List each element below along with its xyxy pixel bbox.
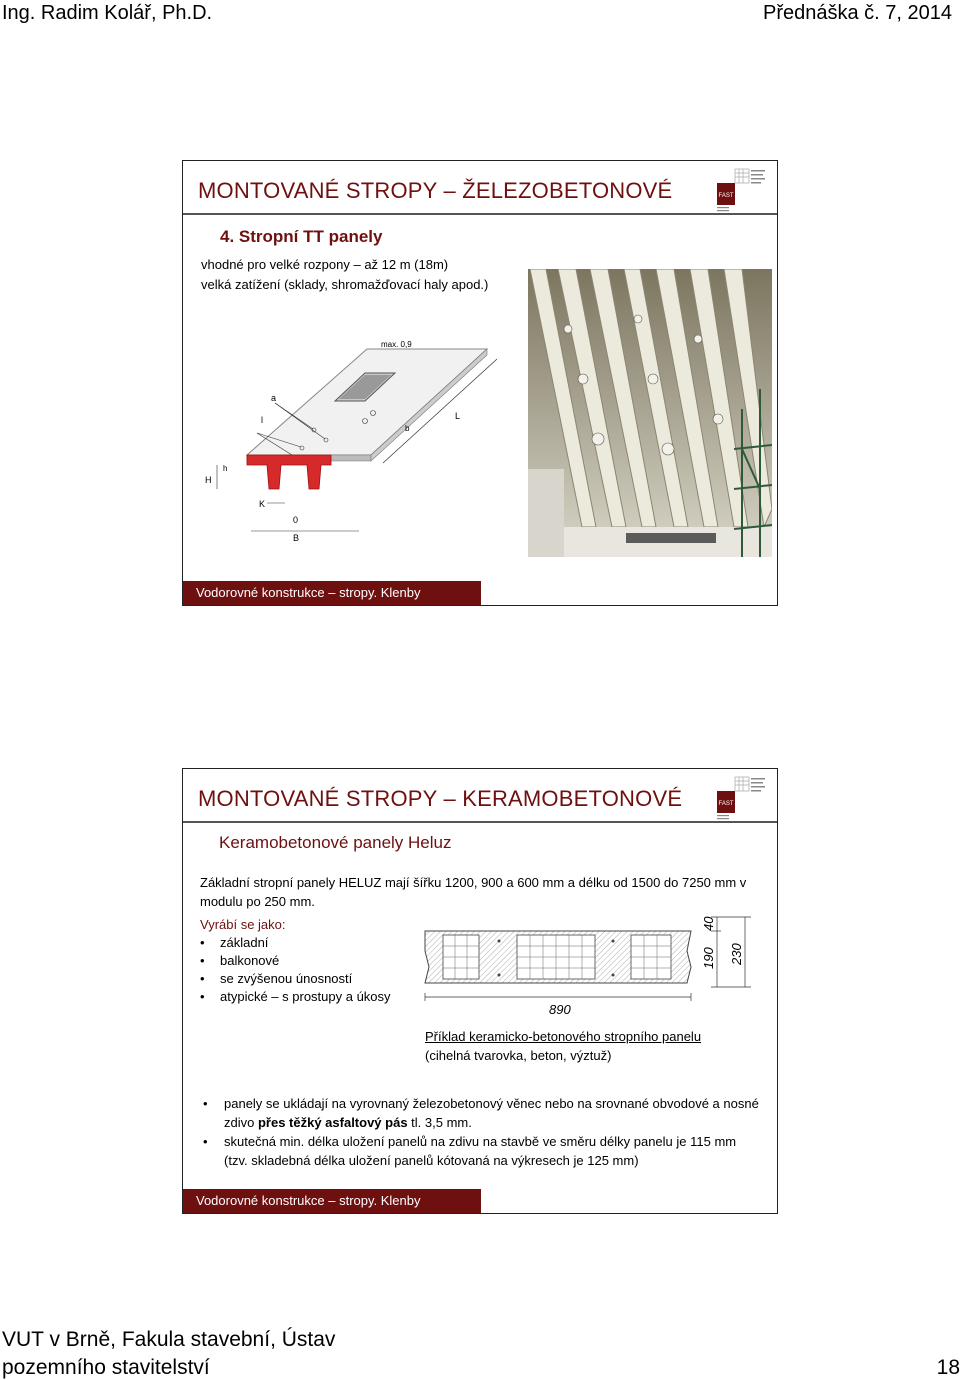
slide-ceramic-panels — [182, 768, 778, 1214]
author: Ing. Radim Kolář, Ph.D. — [2, 2, 213, 24]
logo-brand: FAST — [718, 801, 734, 807]
note-item: • skutečná min. délka uložení panelů na zdivu na stavbě ve směru délky panelu je 115 mm (tzv. skladebná délka uložení panelů kótovaná na výkresech je 125 mm) — [203, 1132, 763, 1170]
feature-item: velká zatížení (sklady, shromažďovací haly apod.) — [201, 277, 489, 292]
label-max: max. 0,9 — [381, 340, 412, 349]
slide-title: MONTOVANÉ STROPY – ŽELEZOBETONOVÉ — [198, 178, 673, 203]
figure-caption — [425, 1027, 701, 1065]
institution-line2: pozemního stavitelství — [2, 1356, 210, 1379]
slide-footer — [183, 581, 481, 605]
production-heading: Vyrábí se jako: — [200, 917, 286, 932]
label-K: K — [259, 499, 266, 509]
label-h: h — [223, 464, 228, 473]
label-B: B — [293, 533, 300, 543]
tt-panel-diagram — [197, 337, 497, 567]
subtitle: 4. Stropní TT panely — [220, 227, 383, 246]
title-divider — [183, 821, 777, 823]
label-b: b — [405, 424, 410, 433]
dim-190: 190 — [701, 947, 716, 969]
caption-detail: (cihelná tvarovka, beton, výztuž) — [425, 1048, 612, 1063]
label-l: l — [261, 415, 263, 425]
label-H: H — [205, 475, 212, 485]
production-item: • základní — [200, 934, 391, 952]
emphasis: přes těžký asfaltový pás — [257, 1115, 408, 1130]
notes-list — [203, 1094, 763, 1170]
tt-ceiling-photo — [528, 269, 772, 557]
dim-width: 890 — [549, 1002, 571, 1017]
feature-list — [201, 255, 488, 295]
footer-text: Vodorovné konstrukce – stropy. Klenby — [196, 585, 421, 600]
panel-cross-section — [421, 911, 761, 1021]
caption-title: Příklad keramicko-betonového stropního panelu — [425, 1029, 702, 1044]
dim-230: 230 — [729, 943, 744, 965]
subtitle: Keramobetonové panely Heluz — [219, 833, 452, 852]
lecture-number: Přednáška č. 7, 2014 — [762, 2, 952, 24]
title-divider — [183, 213, 777, 215]
production-item: • balkonové — [200, 952, 391, 970]
slide-footer — [183, 1189, 481, 1213]
production-list — [200, 916, 391, 1006]
label-zero: 0 — [293, 515, 299, 525]
label-a: a — [271, 393, 277, 403]
slide-tt-panels — [182, 160, 778, 606]
page-header — [0, 0, 960, 30]
feature-item: vhodné pro velké rozpony – až 12 m (18m) — [201, 257, 449, 272]
page-number: 18 — [936, 1356, 960, 1379]
footer-text: Vodorovné konstrukce – stropy. Klenby — [196, 1193, 421, 1208]
logo-brand: FAST — [718, 193, 734, 199]
fast-logo — [715, 773, 771, 821]
slide-title: MONTOVANÉ STROPY – KERAMOBETONOVÉ — [198, 786, 683, 811]
production-item: • atypické – s prostupy a úkosy — [200, 988, 391, 1006]
dim-40: 40 — [701, 916, 716, 931]
label-L: L — [455, 411, 461, 421]
institution-line1: VUT v Brně, Fakula stavební, Ústav — [2, 1328, 336, 1351]
fast-logo — [715, 165, 771, 213]
intro-text: Základní stropní panely HELUZ mají šířku 1200, 900 a 600 mm a délku od 1500 do 7250 mm v modulu po 250 mm. — [200, 875, 747, 909]
production-item: • se zvýšenou únosností — [200, 970, 391, 988]
note-item: • panely se ukládají na vyrovnaný železobetonový věnec nebo na srovnané obvodové a nosné zdivo přes těžký asfaltový pás tl. 3,5 mm. — [203, 1094, 763, 1132]
